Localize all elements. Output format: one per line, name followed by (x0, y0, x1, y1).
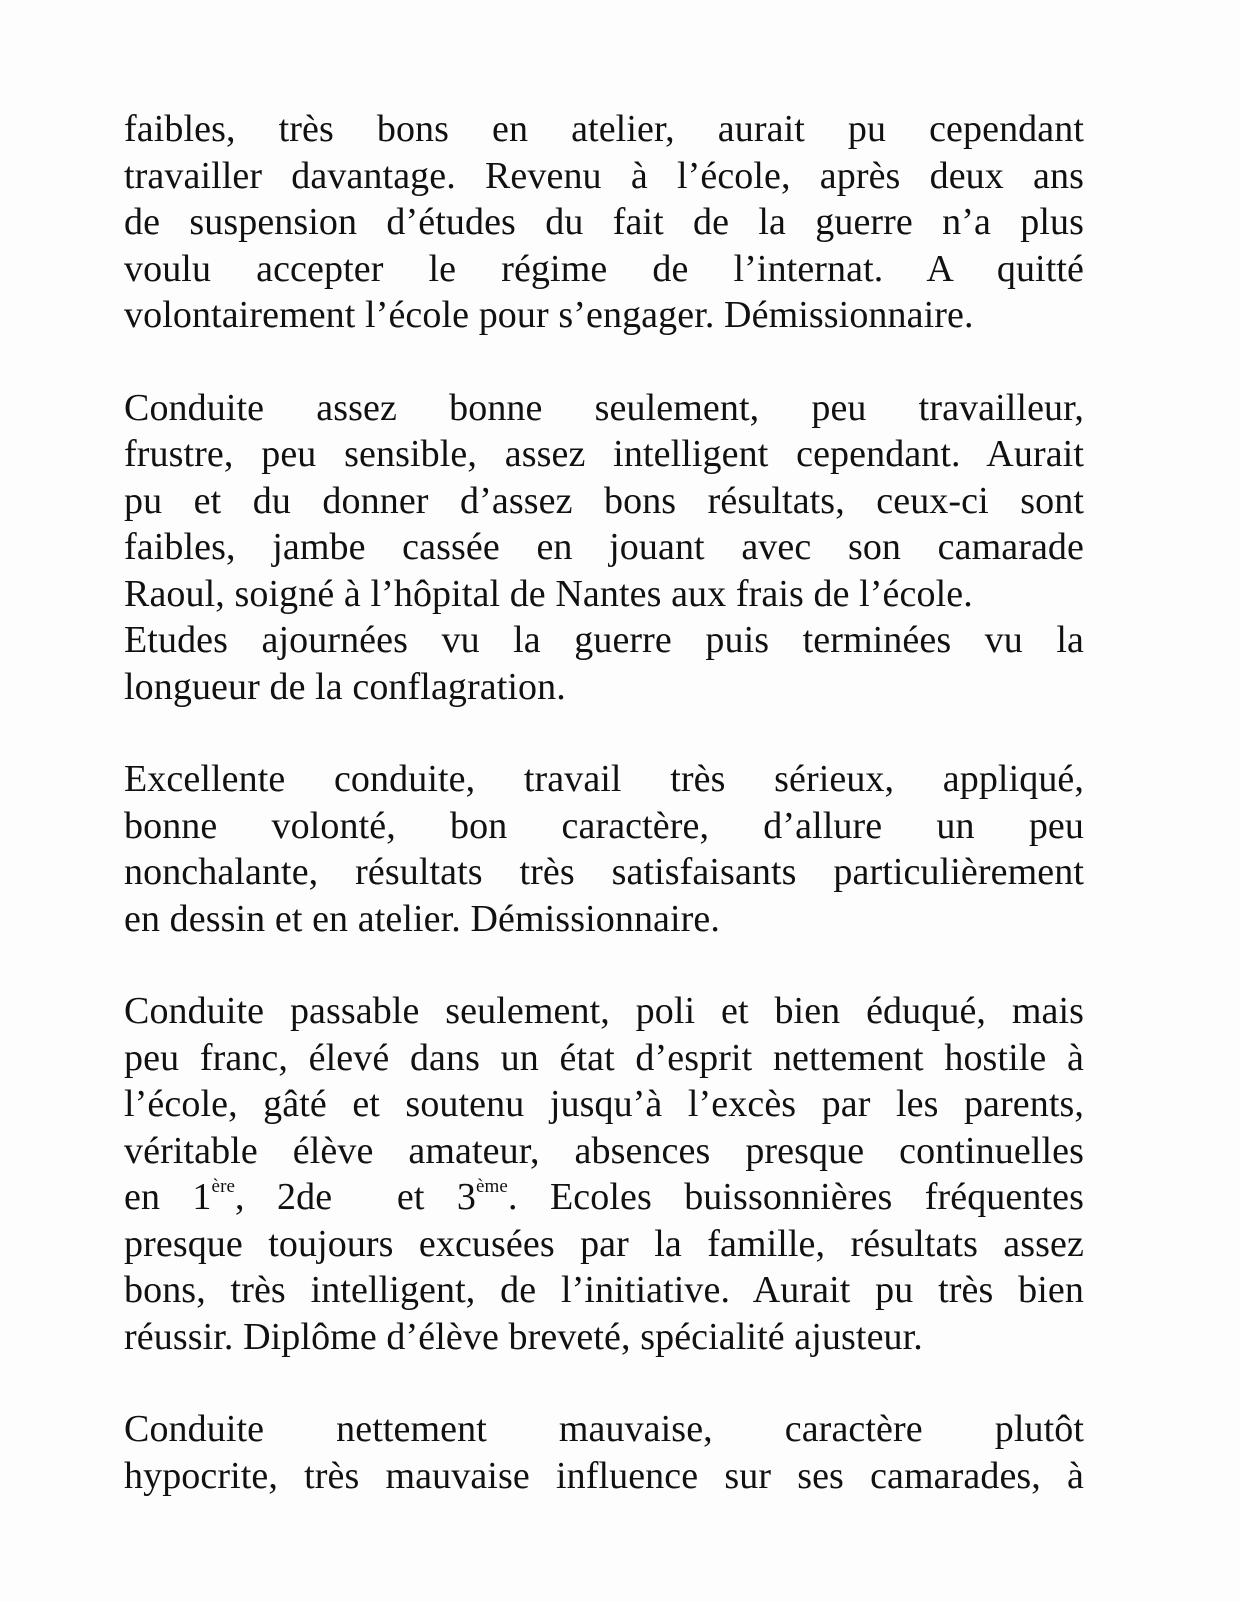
text-line: Conduite nettement mauvaise, caractère plutôt (124, 1408, 1084, 1450)
text-column (124, 106, 1084, 1545)
text-line: hypocrite, très mauvaise influence sur ses camarades, à (124, 1454, 1084, 1497)
text-line-with-superscripts (124, 1174, 1084, 1221)
text-fragment: , 2de et 3 (235, 1176, 477, 1218)
text-line: réussir. Diplôme d’élève breveté, spécialité ajusteur. (124, 1315, 923, 1358)
text-line: travailler davantage. Revenu à l’école, après deux ans (124, 154, 1084, 197)
text-line: Conduite passable seulement, poli et bien éduqué, mais (124, 990, 1084, 1032)
text-line: longueur de la conflagration. (124, 665, 566, 708)
text-line: pu et du donner d’assez bons résultats, ceux-ci sont (124, 479, 1084, 522)
text-line: Raoul, soigné à l’hôpital de Nantes aux frais de l’école. (124, 572, 973, 615)
superscript: ère (211, 1176, 236, 1197)
paragraph-4 (124, 988, 1084, 1360)
text-fragment: . Ecoles buissonnières fréquentes (507, 1176, 1084, 1218)
text-line: véritable élève amateur, absences presque continuelles (124, 1129, 1084, 1172)
text-line: Etudes ajournées vu la guerre puis terminées vu la (124, 619, 1084, 661)
text-line: bons, très intelligent, de l’initiative. Aurait pu très bien (124, 1269, 1084, 1311)
paragraph-1 (124, 106, 1084, 339)
text-line: presque toujours excusées par la famille, résultats assez (124, 1222, 1084, 1265)
text-line: nonchalante, résultats très satisfaisants particulièrement (124, 851, 1084, 893)
text-line: Excellente conduite, travail très sérieux, appliqué, (124, 758, 1084, 800)
text-line: frustre, peu sensible, assez intelligent cependant. Aurait (124, 433, 1084, 475)
text-line: en dessin et en atelier. Démissionnaire. (124, 897, 720, 940)
paragraph-5 (124, 1406, 1084, 1499)
text-line: Conduite assez bonne seulement, peu travailleur, (124, 386, 1084, 429)
text-line: l’école, gâté et soutenu jusqu’à l’excès par les parents, (124, 1083, 1084, 1125)
superscript: ème (476, 1176, 508, 1197)
text-line: peu franc, élevé dans un état d’esprit nettement hostile à (124, 1036, 1084, 1079)
text-fragment: en 1 (124, 1176, 212, 1218)
text-line: de suspension d’études du fait de la guerre n’a plus (124, 201, 1084, 243)
text-line: faibles, très bons en atelier, aurait pu cependant (124, 108, 1084, 150)
text-line: faibles, jambe cassée en jouant avec son camarade (124, 526, 1084, 568)
text-line: volontairement l’école pour s’engager. Démissionnaire. (124, 294, 974, 336)
paragraph-3 (124, 756, 1084, 942)
paragraph-2 (124, 385, 1084, 711)
text-line: voulu accepter le régime de l’internat. A quitté (124, 247, 1084, 290)
text-line: bonne volonté, bon caractère, d’allure un peu (124, 804, 1084, 847)
